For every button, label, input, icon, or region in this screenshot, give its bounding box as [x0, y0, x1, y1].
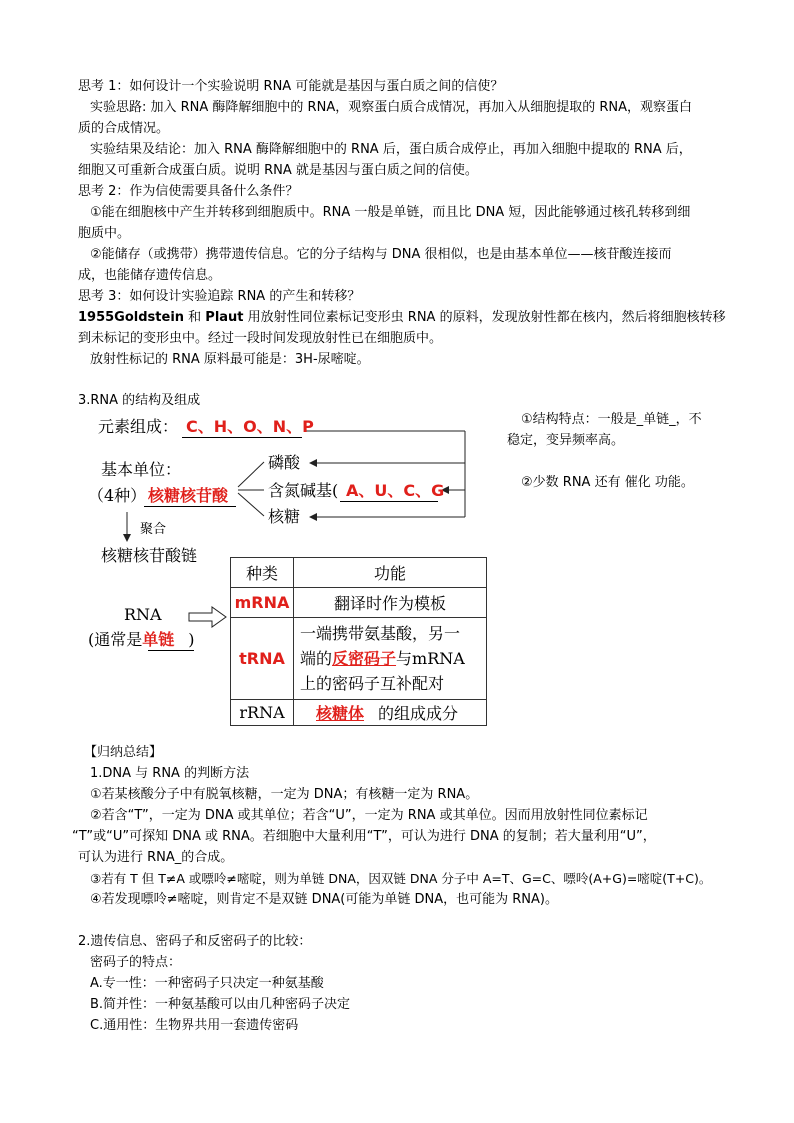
summary-line4: 可认为进行 RNA_的合成。 — [78, 850, 234, 865]
q3-year-author: 1955Goldstein — [78, 310, 185, 325]
summary-line3: “T”或“U”可探知 DNA 或 RNA。若细胞中大量利用“T”，可认为进行 DNA 的复制；若大量利用“U”， — [72, 829, 656, 844]
q1-idea-line1: 实验思路: 加入 RNA 酶降解细胞中的 RNA，观察蛋白质合成情况，再加入从细胞提取的 RNA，观察蛋白 — [90, 100, 692, 115]
ribosome-answer: 核糖体 — [316, 704, 365, 723]
ribose-label: 核糖 — [268, 507, 301, 526]
elements-label: 元素组成： — [98, 417, 179, 436]
usually-label: (通常是单链 ) — [88, 630, 195, 649]
unit-answer: 核糖核苷酸 — [148, 486, 229, 505]
base-answer: A、U、C、G — [346, 481, 445, 500]
chain-label: 核糖核苷酸链 — [101, 546, 198, 565]
table-row — [231, 700, 487, 726]
rna-function-table — [230, 557, 487, 726]
usually-answer: 单链 — [142, 630, 175, 649]
codon-specificity: A.专一性：一种密码子只决定一种氨基酸 — [90, 976, 324, 991]
elements-answer: C、H、O、N、P — [186, 417, 314, 436]
q1-title: 思考 1：如何设计一个实验说明 RNA 可能就是基因与蛋白质之间的信使？ — [78, 79, 504, 94]
q1-result-line1: 实验结果及结论：加入 RNA 酶降解细胞中的 RNA 后，蛋白质合成停止，再加入细胞中提取的 RNA 后， — [90, 142, 692, 157]
q1-result-line2: 细胞又可重新合成蛋白质。说明 RNA 就是基因与蛋白质之间的信使。 — [78, 163, 478, 178]
elements-underline — [182, 437, 302, 438]
side-note-structure-line2: 稳定，变异频率高。 — [507, 433, 625, 448]
side-note-structure-line1: ①结构特点：一般是_单链_，不 — [521, 412, 702, 427]
table-row — [231, 618, 487, 700]
unit-label: 基本单位： — [101, 460, 182, 479]
anticodon-answer: 反密码子 — [332, 649, 397, 668]
table-row — [231, 588, 487, 618]
codon-title: 2.遗传信息、密码子和反密码子的比较： — [78, 934, 312, 949]
header-function: 功能 — [294, 558, 487, 588]
q3-paragraph-line2: 到未标记的变形虫中。经过一段时间发现放射性已在细胞质中。 — [78, 331, 443, 346]
summary-title: 【归纳总结】 — [84, 745, 163, 760]
q2-point2-line2: 成，也能储存遗传信息。 — [78, 268, 222, 283]
q2-title: 思考 2：作为信使需要具备什么条件？ — [78, 184, 299, 199]
row-func-rrna: 核糖体 的组成成分 — [294, 700, 487, 726]
q3-author2: Plaut — [205, 310, 244, 325]
summary-line1: ①若某核酸分子中有脱氧核糖，一定为 DNA；有核糖一定为 RNA。 — [90, 787, 479, 802]
unit-kinds: （4种） — [88, 486, 147, 505]
codon-degeneracy: B.简并性：一种氨基酸可以由几种密码子决定 — [90, 997, 351, 1012]
usually-underline — [148, 650, 194, 651]
base-label: 含氮碱基( — [268, 481, 339, 500]
side-note-catalysis: ②少数 RNA 还有 催化 功能。 — [521, 475, 694, 490]
row-kind-trna: tRNA — [231, 618, 294, 700]
q1-idea-line2: 质的合成情况。 — [78, 121, 170, 136]
summary-line2: ②若含“T”，一定为 DNA 或其单位；若含“U”，一定为 RNA 或其单位。因而用放射性同位素标记 — [90, 808, 648, 823]
section3-title: 3.RNA 的结构及组成 — [78, 393, 201, 408]
codon-universality: C.通用性：生物界共用一套遗传密码 — [90, 1018, 299, 1033]
unit-underline — [144, 506, 236, 507]
q2-point1-line2: 胞质中。 — [78, 226, 131, 241]
polymerize-label: 聚合 — [140, 522, 167, 537]
row-kind-mrna: mRNA — [231, 588, 294, 618]
q2-point2-line1: ②能储存（或携带）携带遗传信息。它的分子结构与 DNA 很相似，也是由基本单位——核苷酸连接而 — [90, 247, 672, 262]
row-func-mrna: 翻译时作为模板 — [294, 588, 487, 618]
q3-conclusion: 放射性标记的 RNA 原料最可能是：3H-尿嘧啶。 — [90, 352, 370, 367]
row-kind-rrna: rRNA — [231, 700, 294, 726]
q3-paragraph-line1: 1955Goldstein 和 Plaut 用放射性同位素标记变形虫 RNA 的原料，发现放射性都在核内，然后将细胞核转移 — [78, 310, 726, 325]
codon-subtitle: 密码子的特点： — [90, 955, 182, 970]
rna-label: RNA — [124, 605, 162, 624]
q2-point1-line1: ①能在细胞核中产生并转移到细胞质中。RNA 一般是单链，而且比 DNA 短，因此能够通过核孔转移到细 — [90, 205, 691, 220]
summary-line6: ④若发现嘌呤≠嘧啶，则肯定不是双链 DNA(可能为单链 DNA，也可能为 RNA)。 — [90, 892, 558, 907]
q3-title: 思考 3：如何设计实验追踪 RNA 的产生和转移？ — [78, 289, 361, 304]
phosphate-label: 磷酸 — [268, 453, 301, 472]
base-underline — [340, 501, 438, 502]
table-header-row — [231, 558, 487, 588]
row-func-trna: 一端携带氨基酸，另一 端的反密码子与mRNA 上的密码子互补配对 — [294, 618, 487, 700]
summary-line5: ③若有 T 但 T≠A 或嘌呤≠嘧啶，则为单链 DNA，因双链 DNA 分子中 A=T、G=C、嘌呤(A+G)=嘧啶(T+C)。 — [90, 871, 712, 886]
header-kind: 种类 — [231, 558, 294, 588]
summary-subtitle: 1.DNA 与 RNA 的判断方法 — [90, 766, 250, 781]
